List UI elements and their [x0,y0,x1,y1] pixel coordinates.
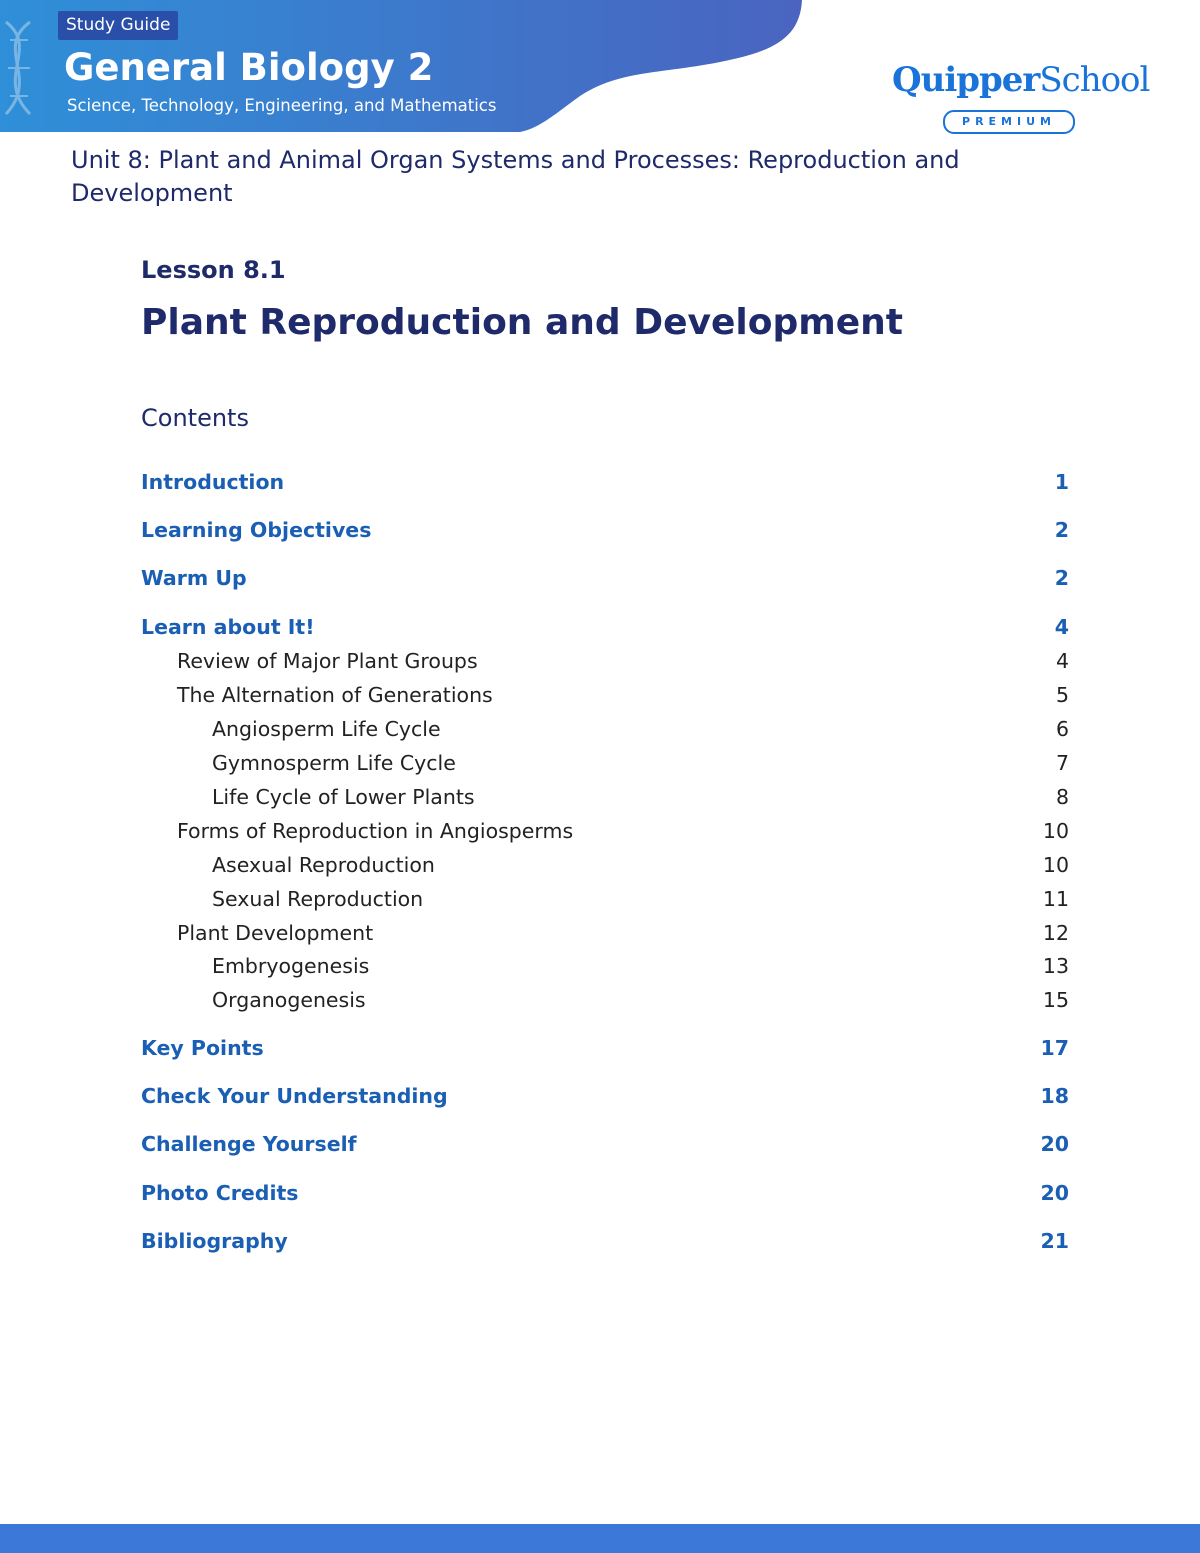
toc-entry-plant-development[interactable] [141,918,1069,948]
toc-entry-angiosperm-life-cycle[interactable] [141,714,1069,744]
toc-entry-gymnosperm-life-cycle[interactable] [141,748,1069,778]
logo-brand-school: School [1039,60,1150,100]
toc-entry-forms-of-reproduction[interactable] [141,816,1069,846]
course-subtitle: Science, Technology, Engineering, and Mathematics [67,96,497,115]
toc-entry-page: 10 [1042,853,1069,877]
toc-entry-label: Learn about It! [141,615,315,639]
logo-premium-pill: PREMIUM [943,110,1075,134]
toc-entry-page: 8 [1055,785,1069,809]
toc-entry-label: Asexual Reproduction [212,853,435,877]
toc-entry-page: 4 [1054,615,1069,639]
toc-entry-page: 20 [1040,1181,1069,1205]
dna-icon [0,18,48,118]
toc-entry-photo-credits[interactable] [141,1178,1069,1208]
toc-entry-page: 7 [1055,751,1069,775]
toc-entry-page: 10 [1042,819,1069,843]
toc-entry-page: 11 [1042,887,1069,911]
toc-entry-label: Introduction [141,470,285,494]
toc-entry-learn-about-it[interactable] [141,612,1069,642]
toc-entry-label: Photo Credits [141,1181,299,1205]
toc-entry-label: Key Points [141,1036,264,1060]
toc-entry-page: 6 [1055,717,1069,741]
toc-entry-label: Warm Up [141,566,247,590]
course-title: General Biology 2 [64,46,434,89]
footer-bar [0,1524,1200,1553]
logo-wordmark [892,58,1149,102]
toc-entry-life-cycle-lower-plants[interactable] [141,782,1069,812]
toc-entry-label: Plant Development [177,921,374,945]
lesson-title: Plant Reproduction and Development [141,302,903,343]
toc-entry-warm-up[interactable] [141,563,1069,593]
toc-entry-label: Angiosperm Life Cycle [212,717,441,741]
toc-entry-label: Bibliography [141,1229,288,1253]
toc-entry-label: Forms of Reproduction in Angiosperms [177,819,574,843]
toc-entry-page: 1 [1054,470,1069,494]
quipper-school-logo [892,58,1150,138]
toc-entry-label: Organogenesis [212,988,366,1012]
toc-entry-page: 20 [1040,1132,1069,1156]
toc-entry-page: 4 [1055,649,1069,673]
toc-entry-label: Review of Major Plant Groups [177,649,478,673]
contents-heading: Contents [141,404,249,432]
toc-entry-page: 5 [1055,683,1069,707]
toc-entry-page: 18 [1040,1084,1069,1108]
toc-entry-organogenesis[interactable] [141,985,1069,1015]
toc-entry-check-your-understanding[interactable] [141,1081,1069,1111]
toc-entry-asexual-reproduction[interactable] [141,850,1069,880]
logo-brand-quipper: Quipper [892,60,1040,100]
toc-entry-label: Life Cycle of Lower Plants [212,785,475,809]
toc-entry-label: The Alternation of Generations [177,683,493,707]
toc-entry-key-points[interactable] [141,1033,1069,1063]
toc-entry-sexual-reproduction[interactable] [141,884,1069,914]
toc-entry-label: Check Your Understanding [141,1084,448,1108]
study-guide-badge: Study Guide [58,11,178,40]
toc-entry-challenge-yourself[interactable] [141,1129,1069,1159]
toc-entry-introduction[interactable] [141,467,1069,497]
toc-entry-label: Gymnosperm Life Cycle [212,751,456,775]
toc-entry-label: Challenge Yourself [141,1132,357,1156]
toc-entry-page: 15 [1042,988,1069,1012]
lesson-label: Lesson 8.1 [141,256,286,284]
toc-entry-label: Learning Objectives [141,518,372,542]
toc-entry-page: 2 [1054,566,1069,590]
toc-entry-page: 12 [1042,921,1069,945]
unit-title: Unit 8: Plant and Animal Organ Systems and Processes: Reproduction and Development [71,146,960,207]
toc-entry-page: 2 [1054,518,1069,542]
toc-entry-page: 21 [1040,1229,1069,1253]
toc-entry-page: 17 [1040,1036,1069,1060]
toc-entry-embryogenesis[interactable] [141,951,1069,981]
toc-entry-label: Sexual Reproduction [212,887,424,911]
toc-entry-page: 13 [1042,954,1069,978]
toc-entry-review-major-plant-groups[interactable] [141,646,1069,676]
toc-entry-bibliography[interactable] [141,1226,1069,1256]
toc-entry-learning-objectives[interactable] [141,515,1069,545]
toc-entry-alternation-of-generations[interactable] [141,680,1069,710]
toc-entry-label: Embryogenesis [212,954,370,978]
